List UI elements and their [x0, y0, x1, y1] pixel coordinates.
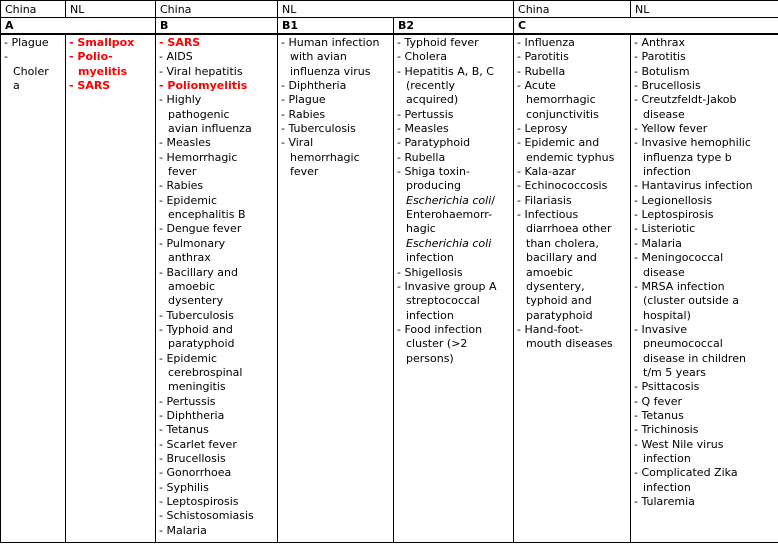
- list-item: - Bacillary and amoebic dysentery: [159, 265, 238, 308]
- list-item: - Kala-azar: [517, 165, 576, 179]
- category-header-a: A: [1, 18, 156, 35]
- list-item: - Leptospirosis: [634, 208, 714, 222]
- list-item: - Shiga toxin-producing Escherichia coli/ Enterohaemorr-hagic Escherichia coli infection: [397, 165, 495, 265]
- list-item: - Anthrax: [634, 36, 686, 49]
- header-country-nl-c: NL: [631, 1, 778, 18]
- list-item: - Leptospirosis: [159, 495, 239, 508]
- list-item: - Pertussis: [159, 394, 216, 408]
- list-item: - Highly pathogenic avian influenza: [159, 93, 252, 136]
- list-item: - Polio-myelitis: [69, 50, 128, 78]
- list-item: - Schistosomiasis: [159, 509, 254, 523]
- list-item: - Acute hemorrhagic conjunctivitis: [517, 79, 599, 121]
- header-country-china-b: China: [156, 1, 278, 18]
- list-item: - Cholera: [4, 50, 49, 93]
- list-item: - Hepatitis A, B, C (recently acquired): [397, 64, 494, 107]
- category-header-row: [1, 18, 778, 35]
- list-item: - Diphtheria: [281, 79, 347, 93]
- disease-list-nl-a: [66, 34, 156, 543]
- list-item: - Yellow fever: [634, 122, 708, 136]
- list-item: - Listeriotic: [634, 222, 696, 236]
- list-item: - Rabies: [281, 107, 326, 121]
- italic-species-name: Escherichia coli: [406, 236, 492, 250]
- list-item: - Malaria: [159, 523, 207, 537]
- header-country-nl-b: NL: [278, 1, 514, 18]
- list-item: - Malaria: [634, 236, 682, 250]
- list-item: - Creutzfeldt-Jakob disease: [634, 93, 737, 121]
- list-item: - Invasive pneumococcal disease in children t/m 5 years: [634, 322, 746, 379]
- list-item: - Tetanus: [159, 423, 209, 437]
- list-item: - Typhoid fever: [397, 36, 479, 49]
- list-item: - Scarlet fever: [159, 437, 237, 451]
- list-item: - Viral hemorrhagic fever: [281, 136, 360, 179]
- list-item: - Epidemic and endemic typhus: [517, 136, 615, 164]
- list-item: - Rubella: [517, 64, 566, 78]
- list-item: - Brucellosis: [159, 451, 226, 465]
- list-item: - Filariasis: [517, 193, 572, 207]
- list-item: - Food infection cluster (>2 persons): [397, 322, 483, 365]
- list-item: - Q fever: [634, 394, 683, 408]
- list-item: - Diphtheria: [159, 408, 225, 422]
- list-item: - Botulism: [634, 64, 690, 78]
- list-item: - SARS: [159, 36, 201, 49]
- category-header-b2: B2: [394, 18, 514, 35]
- list-item: - Hantavirus infection: [634, 179, 753, 193]
- list-item: - Plague: [4, 36, 49, 49]
- header-country-nl-a: NL: [66, 1, 156, 18]
- list-item: - Syphilis: [159, 480, 209, 494]
- list-item: - Epidemic encephalitis B: [159, 193, 246, 222]
- list-item: - Tularemia: [634, 495, 695, 508]
- list-item: - Plague: [281, 93, 326, 107]
- list-item: - Trichinosis: [634, 423, 699, 437]
- list-item: - Measles: [397, 122, 449, 136]
- disease-list-nl-c: [631, 34, 778, 543]
- list-item: - Rabies: [159, 179, 204, 193]
- list-item: - Infectious diarrhoea other than cholera, bacillary and amoebic dysentery, typhoid and paratyphoid: [517, 208, 612, 322]
- list-item: - Complicated Zika infection: [634, 466, 738, 494]
- list-item: - Brucellosis: [634, 79, 701, 93]
- list-item: - Parotitis: [517, 50, 569, 64]
- list-item: - Invasive group A streptococcal infection: [397, 279, 497, 322]
- list-item: - Echinococcosis: [517, 179, 608, 193]
- list-item: - Gonorrhoea: [159, 466, 232, 480]
- country-header-row: [1, 1, 778, 18]
- list-item: - Invasive hemophilic influenza type b infection: [634, 136, 751, 179]
- list-item: - Human infection with avian influenza virus: [281, 36, 380, 78]
- header-country-china-c: China: [514, 1, 631, 18]
- list-item: - Rubella: [397, 150, 446, 164]
- category-header-b: B: [156, 18, 278, 35]
- list-item: - Parotitis: [634, 50, 686, 64]
- list-item: - Tetanus: [634, 408, 684, 422]
- disease-list-china-c: [514, 34, 631, 543]
- disease-lists-row: [1, 34, 778, 543]
- disease-list-china-a: [1, 34, 66, 543]
- list-item: - West Nile virus infection: [634, 437, 724, 465]
- disease-list-nl-b1: [278, 34, 394, 543]
- list-item: - Cholera: [397, 50, 447, 64]
- list-item: - Pertussis: [397, 107, 454, 121]
- list-item: - Dengue fever: [159, 222, 242, 236]
- list-item: - Influenza: [517, 36, 575, 49]
- list-item: - Poliomyelitis: [159, 79, 248, 93]
- list-item: - Hemorrhagic fever: [159, 150, 238, 179]
- list-item: - AIDS: [159, 50, 193, 64]
- list-item: - Tuberculosis: [159, 308, 234, 322]
- category-header-b1: B1: [278, 18, 394, 35]
- list-item: - Measles: [159, 136, 211, 150]
- list-item: - Hand-foot-mouth diseases: [517, 322, 613, 351]
- list-item: - Legionellosis: [634, 193, 713, 207]
- list-item: - Shigellosis: [397, 265, 463, 279]
- italic-species-name: Escherichia coli: [406, 193, 492, 207]
- list-item: - SARS: [69, 79, 111, 93]
- disease-list-china-b: [156, 34, 278, 543]
- list-item: - Psittacosis: [634, 380, 700, 394]
- list-item: - Typhoid and paratyphoid: [159, 322, 235, 351]
- list-item: - Leprosy: [517, 122, 568, 136]
- disease-list-nl-b2: [394, 34, 514, 543]
- list-item: - Paratyphoid: [397, 136, 471, 150]
- list-item: - Epidemic cerebrospinal meningitis: [159, 351, 243, 394]
- list-item: - Tuberculosis: [281, 122, 356, 136]
- list-item: - Meningococcal disease: [634, 251, 724, 279]
- list-item: - Smallpox: [69, 36, 135, 49]
- list-item: - Pulmonary anthrax: [159, 236, 226, 265]
- header-country-china-a: China: [1, 1, 66, 18]
- list-item: - MRSA infection (cluster outside a hospital): [634, 279, 740, 322]
- category-header-c: C: [514, 18, 778, 35]
- list-item: - Viral hepatitis: [159, 64, 243, 78]
